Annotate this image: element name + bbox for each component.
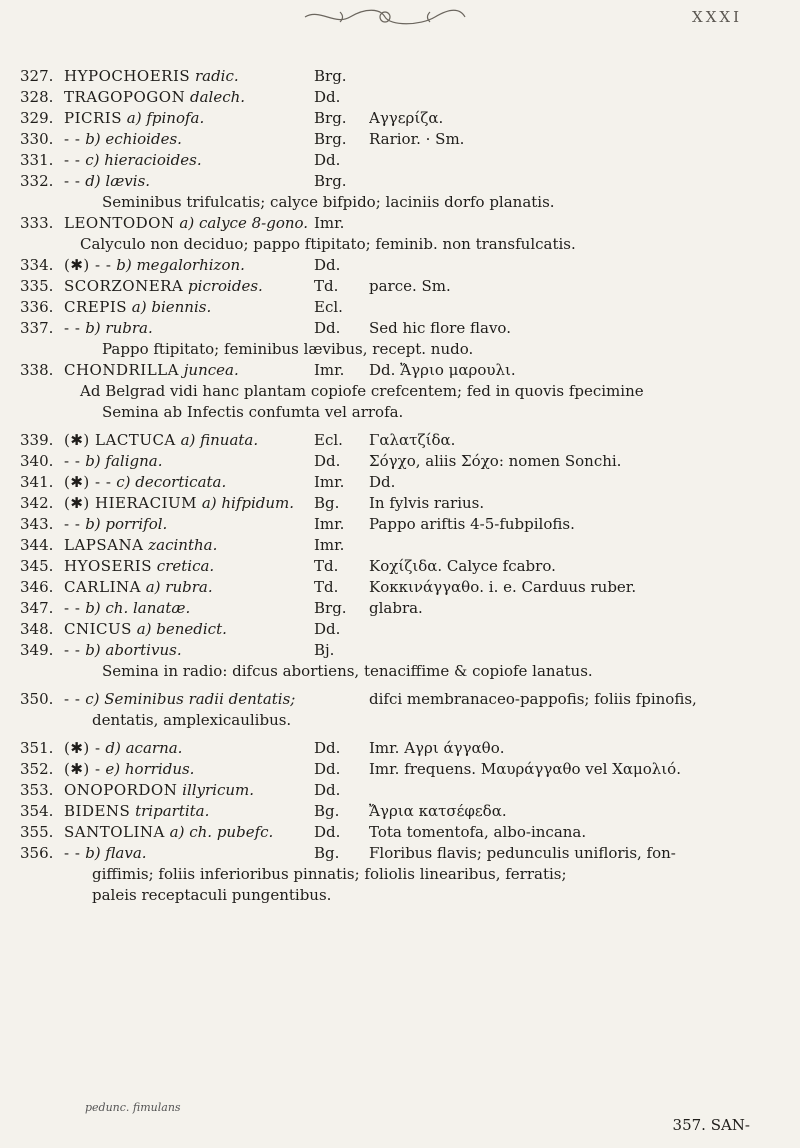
list-item — [20, 759, 780, 780]
entry-note — [369, 619, 780, 640]
locality: Dd. — [314, 781, 341, 799]
list-item — [20, 640, 780, 661]
genus-name: (✱) HIERACIUM — [64, 494, 198, 512]
list-item — [20, 451, 780, 472]
entry-number: 327. — [20, 67, 54, 85]
species-name: b) rubra. — [85, 319, 153, 337]
locality: Bg. — [314, 802, 340, 820]
entry-name — [64, 360, 314, 381]
margin-annotation: pedunc. fimulans — [85, 1101, 181, 1114]
continuation-line: Seminibus trifulcatis; calyce bifpido; laciniis dorfo planatis. — [102, 193, 555, 211]
list-item — [20, 738, 780, 759]
entry-note — [369, 780, 780, 801]
list-item — [20, 556, 780, 577]
list-item — [20, 689, 780, 710]
entry-name — [64, 472, 314, 493]
locality — [314, 689, 369, 710]
entry-name — [64, 430, 314, 451]
species-name: d) lævis. — [85, 172, 151, 190]
entry-number: 356. — [20, 844, 54, 862]
entry-name — [64, 780, 314, 801]
genus-name: - - — [64, 844, 81, 862]
entry-note: Dd. — [369, 473, 396, 491]
entry-name — [64, 108, 314, 129]
entry-number: 343. — [20, 515, 54, 533]
list-item — [20, 577, 780, 598]
list-item — [20, 297, 780, 318]
locality: Dd. — [314, 151, 341, 169]
entry-name — [64, 556, 314, 577]
entry-number: 334. — [20, 256, 54, 274]
continuation-line: Calyculo non deciduo; pappo ftipitato; feminib. non transfulcatis. — [80, 235, 576, 253]
list-item — [20, 822, 780, 843]
genus-name: - - — [64, 172, 81, 190]
genus-name: SANTOLINA — [64, 823, 165, 841]
locality: Bj. — [314, 641, 335, 659]
species-name: a) rubra. — [145, 578, 213, 596]
entry-name — [64, 451, 314, 472]
entry-number: 351. — [20, 739, 54, 757]
entry-number: 333. — [20, 214, 54, 232]
list-item — [20, 87, 780, 108]
entry-name — [64, 276, 314, 297]
entry-number: 336. — [20, 298, 54, 316]
continuation-line: paleis receptaculi pungentibus. — [92, 886, 332, 904]
list-item — [20, 171, 780, 192]
entry-number: 339. — [20, 431, 54, 449]
entry-number: 354. — [20, 802, 54, 820]
entry-note — [369, 535, 780, 556]
locality: Td. — [314, 557, 339, 575]
locality: Imr. — [314, 361, 345, 379]
genus-name: HYPOCHOERIS — [64, 67, 191, 85]
list-item — [20, 430, 780, 451]
entry-number: 348. — [20, 620, 54, 638]
species-name: a) ch. pubefc. — [169, 823, 274, 841]
genus-name: PICRIS — [64, 109, 122, 127]
entry-note: Pappo ariftis 4-5-fubpilofis. — [369, 515, 575, 533]
entry-note — [369, 66, 780, 87]
species-name: b) ch. lanatæ. — [85, 599, 191, 617]
entry-note — [369, 640, 780, 661]
list-item — [20, 129, 780, 150]
entry-note: parce. Sm. — [369, 277, 451, 295]
locality: Bg. — [314, 494, 340, 512]
locality: Dd. — [314, 452, 341, 470]
list-item — [20, 598, 780, 619]
entry-name — [64, 843, 314, 864]
continuation-line: Semina in radio: difcus abortiens, tenaciffime & copiofe lanatus. — [102, 662, 593, 680]
list-item — [20, 514, 780, 535]
genus-name: - - — [64, 641, 81, 659]
species-name: c) hieracioides. — [85, 151, 202, 169]
locality: Brg. — [314, 130, 347, 148]
species-list — [20, 66, 780, 906]
entry-note — [369, 87, 780, 108]
entry-name — [64, 640, 314, 661]
locality: Brg. — [314, 109, 347, 127]
list-item — [20, 276, 780, 297]
species-name: b) faligna. — [85, 452, 163, 470]
entry-name — [64, 87, 314, 108]
entry-note: Imr. frequens. Μαυράγγαθο vel Χαμολιό. — [369, 760, 681, 778]
entry-number: 338. — [20, 361, 54, 379]
species-name: a) calyce 8-gono. — [179, 214, 309, 232]
catchword: 357. SAN- — [672, 1116, 750, 1134]
entry-note: glabra. — [369, 599, 423, 617]
list-item — [20, 150, 780, 171]
species-name: radic. — [194, 67, 239, 85]
locality: Brg. — [314, 599, 347, 617]
entry-number: 331. — [20, 151, 54, 169]
entry-note: difci membranaceo-pappofis; foliis fpinofis, — [369, 690, 697, 708]
locality: Ecl. — [314, 431, 343, 449]
species-name: tripartita. — [135, 802, 210, 820]
entry-note: Dd. Ἄγριο μαρουλι. — [369, 361, 516, 379]
entry-note: Sed hic flore flavo. — [369, 319, 511, 337]
entry-note: Ἄγρια κατσέφεδα. — [369, 802, 507, 820]
entry-name — [64, 255, 314, 276]
genus-name: (✱) - — [64, 739, 101, 757]
entry-note: Imr. Αγρι άγγαθο. — [369, 739, 505, 757]
entry-name — [64, 577, 314, 598]
locality: Dd. — [314, 620, 341, 638]
entry-number: 350. — [20, 690, 54, 708]
species-name: a) fpinofa. — [126, 109, 205, 127]
species-name: b) megalorhizon. — [116, 256, 245, 274]
list-item — [20, 535, 780, 556]
species-name: e) horridus. — [105, 760, 195, 778]
list-item — [20, 213, 780, 234]
entry-note — [369, 150, 780, 171]
entry-name — [64, 535, 314, 556]
species-name: illyricum. — [182, 781, 255, 799]
entry-name — [64, 514, 314, 535]
entry-note: Floribus flavis; pedunculis unifloris, fon- — [369, 844, 676, 862]
genus-name: HYOSERIS — [64, 557, 153, 575]
genus-name: CNICUS — [64, 620, 132, 638]
entry-note: Tota tomentofa, albo-incana. — [369, 823, 587, 841]
continuation-line: Pappo ftipitato; feminibus lævibus, recept. nudo. — [102, 340, 474, 358]
species-name: a) hifpidum. — [201, 494, 295, 512]
locality: Bg. — [314, 844, 340, 862]
entry-note: Κοχίζιδα. Calyce fcabro. — [369, 557, 556, 575]
locality: Brg. — [314, 67, 347, 85]
genus-name: SCORZONERA — [64, 277, 184, 295]
entry-number: 329. — [20, 109, 54, 127]
species-name: zacintha. — [148, 536, 218, 554]
entry-note — [369, 255, 780, 276]
genus-name: (✱) LACTUCA — [64, 431, 176, 449]
continuation-line: giffimis; foliis inferioribus pinnatis; foliolis linearibus, ferratis; — [92, 865, 567, 883]
locality: Dd. — [314, 319, 341, 337]
species-name: b) porrifol. — [85, 515, 168, 533]
genus-name: CREPIS — [64, 298, 128, 316]
genus-name: (✱) - - — [64, 256, 112, 274]
entry-name — [64, 318, 314, 339]
species-name: picroides. — [188, 277, 263, 295]
locality: Imr. — [314, 473, 345, 491]
entry-number: 332. — [20, 172, 54, 190]
entry-name — [64, 66, 314, 87]
locality: Dd. — [314, 256, 341, 274]
genus-name: - - — [64, 319, 81, 337]
entry-number: 344. — [20, 536, 54, 554]
genus-name: BIDENS — [64, 802, 131, 820]
genus-name: - - — [64, 599, 81, 617]
entry-number: 349. — [20, 641, 54, 659]
entry-number: 355. — [20, 823, 54, 841]
genus-name: - - — [64, 452, 81, 470]
list-item — [20, 619, 780, 640]
genus-name: (✱) - - — [64, 473, 112, 491]
header-ornament-icon — [300, 6, 470, 28]
list-item — [20, 108, 780, 129]
entry-note — [369, 213, 780, 234]
species-name: a) finuata. — [180, 431, 259, 449]
species-name: a) benedict. — [136, 620, 227, 638]
list-item — [20, 318, 780, 339]
entry-name — [64, 801, 314, 822]
species-name: a) biennis. — [131, 298, 212, 316]
entry-number: 335. — [20, 277, 54, 295]
entry-name — [64, 297, 314, 318]
locality: Ecl. — [314, 298, 343, 316]
entry-note: Rarior. · Sm. — [369, 130, 465, 148]
locality: Td. — [314, 578, 339, 596]
continuation-line: dentatis, amplexicaulibus. — [92, 711, 292, 729]
locality: Td. — [314, 277, 339, 295]
entry-number: 342. — [20, 494, 54, 512]
genus-name: (✱) - — [64, 760, 101, 778]
list-item — [20, 493, 780, 514]
continuation-line: Semina ab Infectis confumta vel arrofa. — [102, 403, 404, 421]
entry-name — [64, 619, 314, 640]
entry-number: 353. — [20, 781, 54, 799]
locality: Imr. — [314, 515, 345, 533]
locality: Imr. — [314, 536, 345, 554]
list-item — [20, 255, 780, 276]
entry-note: Γαλατζίδα. — [369, 431, 456, 449]
genus-name: - - — [64, 151, 81, 169]
species-name: b) flava. — [85, 844, 147, 862]
species-name: d) acarna. — [105, 739, 183, 757]
genus-name: - - — [64, 130, 81, 148]
entry-name — [64, 738, 314, 759]
entry-name — [64, 129, 314, 150]
locality: Dd. — [314, 760, 341, 778]
list-item — [20, 843, 780, 864]
species-name: cretica. — [156, 557, 215, 575]
entry-number: 337. — [20, 319, 54, 337]
entry-number: 340. — [20, 452, 54, 470]
species-name: juncea. — [183, 361, 239, 379]
genus-name: - - — [64, 515, 81, 533]
continuation-line: Ad Belgrad vidi hanc plantam copiofe crefcentem; fed in quovis fpecimine — [80, 382, 644, 400]
locality: Dd. — [314, 88, 341, 106]
list-item — [20, 472, 780, 493]
list-item — [20, 360, 780, 381]
species-name: b) echioides. — [85, 130, 182, 148]
list-item — [20, 780, 780, 801]
entry-name — [64, 759, 314, 780]
entry-number: 330. — [20, 130, 54, 148]
species-name: c) Seminibus radii dentatis; — [85, 690, 296, 708]
genus-name: TRAGOPOGON — [64, 88, 186, 106]
genus-name: CHONDRILLA — [64, 361, 179, 379]
entry-note: Κοκκινάγγαθο. i. e. Carduus ruber. — [369, 578, 637, 596]
entry-note: In fylvis rarius. — [369, 494, 485, 512]
locality: Dd. — [314, 739, 341, 757]
locality: Dd. — [314, 823, 341, 841]
entry-name — [64, 689, 314, 710]
entry-note — [369, 297, 780, 318]
list-item — [20, 66, 780, 87]
entry-name — [64, 171, 314, 192]
list-item — [20, 801, 780, 822]
entry-name — [64, 213, 314, 234]
entry-name — [64, 150, 314, 171]
genus-name: - - — [64, 690, 81, 708]
entry-name — [64, 598, 314, 619]
locality: Imr. — [314, 214, 345, 232]
entry-name — [64, 493, 314, 514]
entry-number: 341. — [20, 473, 54, 491]
species-name: b) abortivus. — [85, 641, 182, 659]
genus-name: LEONTODON — [64, 214, 175, 232]
genus-name: CARLINA — [64, 578, 141, 596]
species-name: dalech. — [190, 88, 246, 106]
genus-name: ONOPORDON — [64, 781, 178, 799]
entry-note — [369, 171, 780, 192]
entry-number: 345. — [20, 557, 54, 575]
genus-name: LAPSANA — [64, 536, 144, 554]
entry-number: 347. — [20, 599, 54, 617]
entry-number: 346. — [20, 578, 54, 596]
species-name: c) decorticata. — [116, 473, 227, 491]
entry-note: Αγγερίζα. — [369, 109, 444, 127]
entry-note: Σόγχο, aliis Σόχο: nomen Sonchi. — [369, 452, 622, 470]
locality: Brg. — [314, 172, 347, 190]
entry-name — [64, 822, 314, 843]
entry-number: 328. — [20, 88, 54, 106]
entry-number: 352. — [20, 760, 54, 778]
page-number: XXXI — [692, 8, 742, 26]
